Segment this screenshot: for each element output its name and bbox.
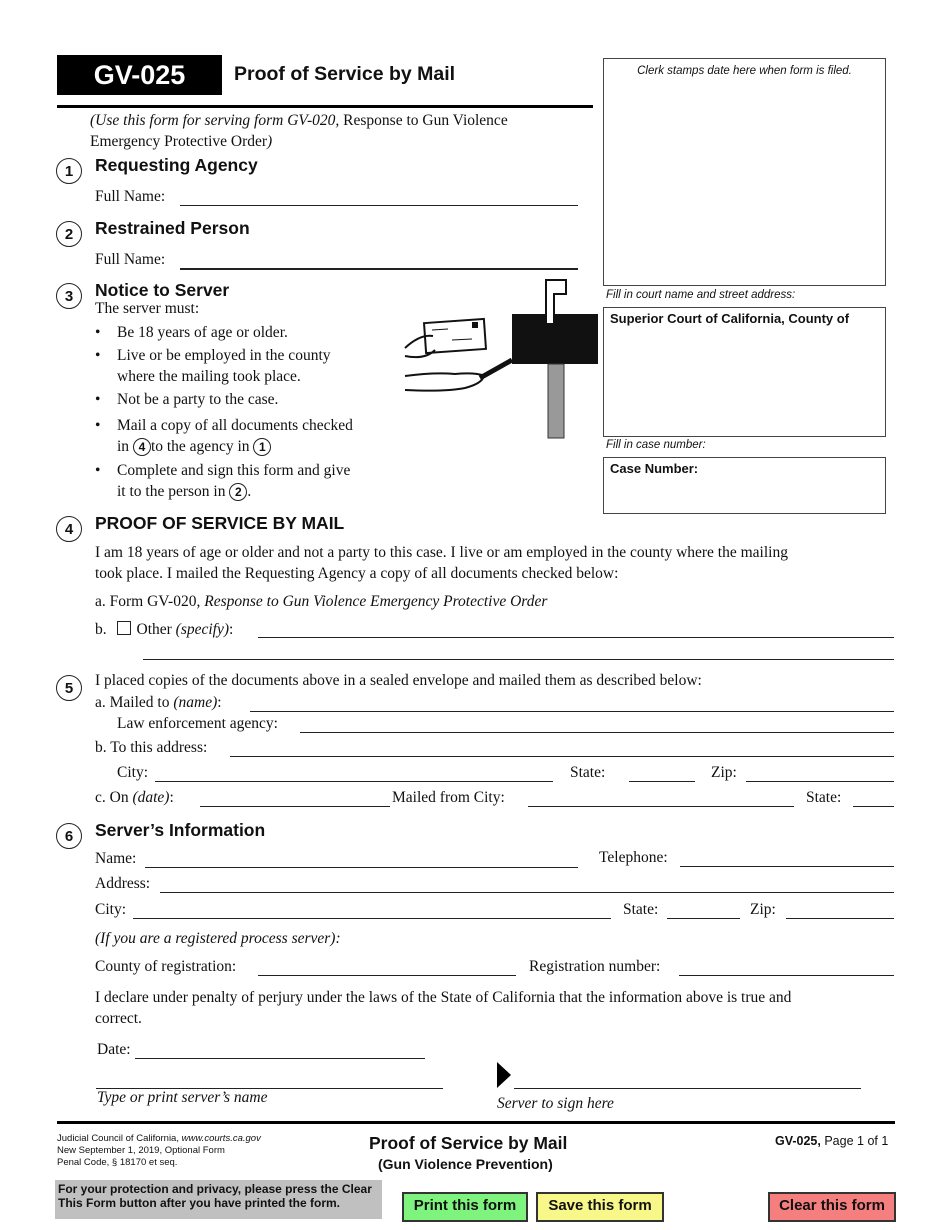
section-2-number: 2 bbox=[56, 221, 82, 247]
declaration-line-1: I declare under penalty of perjury under the laws of the State of California that the information above is true and bbox=[95, 989, 792, 1006]
mailed-to-pre: a. Mailed to bbox=[95, 694, 174, 711]
ref-section-2: 2 bbox=[229, 483, 247, 501]
case-number-field[interactable] bbox=[603, 457, 886, 514]
address-label: b. To this address: bbox=[95, 739, 208, 756]
form-id-badge: GV-025 bbox=[57, 55, 222, 95]
notice-intro: The server must: bbox=[95, 300, 200, 317]
other-specify-input[interactable] bbox=[258, 637, 894, 638]
proof-line-1: I am 18 years of age or older and not a party to this case. I live or am employed in the county where the mailing bbox=[95, 544, 788, 561]
court-hint: Fill in court name and street address: bbox=[606, 289, 796, 301]
other-specify-input-2[interactable] bbox=[143, 659, 894, 660]
document-a-title: Response to Gun Violence Emergency Protective Order bbox=[204, 593, 548, 610]
mailed-to-name: (name) bbox=[173, 694, 218, 711]
notice-bullet-5: Complete and sign this form and give bbox=[117, 462, 351, 479]
agency-name-input[interactable] bbox=[180, 205, 578, 206]
registered-text: (If you are a registered process server): bbox=[95, 930, 341, 947]
server-name-input[interactable] bbox=[145, 867, 578, 868]
print-name-text: Type or print server’s name bbox=[97, 1089, 268, 1106]
notice-bullet-4: Mail a copy of all documents checked bbox=[117, 417, 353, 434]
ref-section-1: 1 bbox=[253, 438, 271, 456]
notice-bullet-2b: where the mailing took place. bbox=[117, 368, 301, 385]
document-a-label: a. Form GV-020, bbox=[95, 593, 205, 610]
ref-section-4: 4 bbox=[133, 438, 151, 456]
document-b-letter: b. bbox=[95, 621, 107, 638]
city-label: City: bbox=[117, 764, 149, 781]
privacy-line-1: For your protection and privacy, please press the Clear bbox=[58, 1182, 372, 1196]
court-name-field[interactable] bbox=[603, 307, 886, 437]
notice-bullet-2: Live or be employed in the county bbox=[117, 347, 331, 364]
case-hint: Fill in case number: bbox=[606, 439, 706, 451]
bullet: • bbox=[95, 391, 101, 408]
intro-form-name-2: Emergency Protective Order bbox=[90, 133, 268, 150]
section-3-title: Notice to Server bbox=[95, 280, 230, 300]
footer-page bbox=[775, 1134, 888, 1148]
restrained-name-input[interactable] bbox=[180, 268, 578, 270]
case-label: Case Number: bbox=[610, 461, 699, 476]
colon: : bbox=[169, 789, 174, 806]
notice-bullet-4b-mid: to the agency in bbox=[150, 438, 250, 455]
state-label: State: bbox=[570, 764, 606, 781]
server-address-input[interactable] bbox=[160, 892, 894, 893]
signature-caption bbox=[497, 1095, 614, 1113]
bullet: • bbox=[95, 347, 101, 364]
agency-label: Law enforcement agency: bbox=[117, 715, 278, 732]
colon: : bbox=[229, 621, 234, 638]
footer-form-id: GV-025, bbox=[775, 1134, 821, 1148]
registered-note bbox=[95, 930, 341, 948]
date-italic: (date) bbox=[132, 789, 170, 806]
section-6-title: Server’s Information bbox=[95, 820, 266, 840]
mailed-from-input[interactable] bbox=[528, 806, 794, 807]
council-name: Judicial Council of California, bbox=[57, 1133, 182, 1144]
notice-bullet-3: Not be a party to the case. bbox=[117, 391, 279, 408]
other-specify: (specify) bbox=[175, 621, 230, 638]
document-b bbox=[95, 621, 233, 639]
server-zip-label: Zip: bbox=[750, 901, 776, 918]
envelope-icon bbox=[424, 319, 486, 353]
registration-number-label: Registration number: bbox=[529, 958, 661, 975]
proof-line-2: took place. I mailed the Requesting Agency a copy of all documents checked below: bbox=[95, 565, 619, 582]
privacy-line-2: This Form button after you have printed the form. bbox=[58, 1196, 341, 1210]
page-number: Page 1 of 1 bbox=[820, 1134, 889, 1148]
section-6-number: 6 bbox=[56, 823, 82, 849]
state-input[interactable] bbox=[629, 781, 695, 782]
intro-pre: (Use this form for serving form GV-020, bbox=[90, 112, 344, 129]
registration-number-input[interactable] bbox=[679, 975, 894, 976]
server-city-input[interactable] bbox=[133, 918, 611, 919]
server-name-label: Name: bbox=[95, 850, 137, 867]
colon: : bbox=[217, 694, 222, 711]
telephone-input[interactable] bbox=[680, 866, 894, 867]
mailed-from-label: Mailed from City: bbox=[392, 789, 505, 806]
section-5-number: 5 bbox=[56, 675, 82, 701]
clerk-label: Clerk stamps date here when form is filed. bbox=[637, 65, 852, 77]
print-button[interactable]: Print this form bbox=[402, 1192, 528, 1222]
footer-subtitle: (Gun Violence Prevention) bbox=[378, 1156, 553, 1172]
section-3-number: 3 bbox=[56, 283, 82, 309]
mailed-state-label: State: bbox=[806, 789, 842, 806]
server-state-input[interactable] bbox=[667, 918, 740, 919]
bullet: • bbox=[95, 462, 101, 479]
date-label bbox=[95, 789, 174, 807]
council-url[interactable]: www.courts.ca.gov bbox=[181, 1133, 261, 1144]
revision-date: New September 1, 2019, Optional Form bbox=[57, 1145, 225, 1156]
other-checkbox[interactable] bbox=[117, 621, 131, 635]
county-registration-label: County of registration: bbox=[95, 958, 237, 975]
header-rule bbox=[57, 105, 593, 108]
server-city-label: City: bbox=[95, 901, 127, 918]
server-zip-input[interactable] bbox=[786, 918, 894, 919]
court-label: Superior Court of California, County of bbox=[610, 311, 850, 326]
mailed-state-input[interactable] bbox=[853, 806, 894, 807]
bullet: • bbox=[95, 417, 101, 434]
footer-source bbox=[57, 1133, 261, 1169]
footer-title: Proof of Service by Mail bbox=[369, 1133, 568, 1153]
restrained-name-label: Full Name: bbox=[95, 251, 166, 268]
sign-arrow-icon bbox=[497, 1062, 511, 1088]
notice-bullet-5b-pre: it to the person in bbox=[117, 483, 226, 500]
server-state-label: State: bbox=[623, 901, 659, 918]
notice-bullet-1: Be 18 years of age or older. bbox=[117, 324, 288, 341]
footer-rule bbox=[57, 1121, 895, 1124]
signature-input[interactable] bbox=[514, 1088, 861, 1089]
notice-bullet-5b-post: . bbox=[247, 483, 252, 500]
declaration bbox=[95, 987, 791, 1029]
section-1-number: 1 bbox=[56, 158, 82, 184]
bullet: • bbox=[95, 324, 101, 341]
signature-text: Server to sign here bbox=[497, 1095, 614, 1112]
clerk-stamp-box bbox=[603, 58, 886, 286]
zip-label: Zip: bbox=[711, 764, 737, 781]
section-4-number: 4 bbox=[56, 516, 82, 542]
notice-bullet-4b-pre: in bbox=[117, 438, 130, 455]
print-name-caption bbox=[97, 1089, 268, 1107]
clear-button[interactable]: Clear this form bbox=[768, 1192, 896, 1222]
server-address-label: Address: bbox=[95, 875, 151, 892]
agency-input[interactable] bbox=[300, 732, 894, 733]
notice-bullets bbox=[95, 322, 353, 502]
sign-date-label: Date: bbox=[97, 1041, 131, 1058]
penal-code: Penal Code, § 18170 et seq. bbox=[57, 1157, 178, 1168]
proof-statement bbox=[95, 542, 788, 584]
form-title: Proof of Service by Mail bbox=[234, 63, 456, 85]
address-input[interactable] bbox=[230, 756, 894, 757]
telephone-label: Telephone: bbox=[599, 849, 668, 866]
mailbox-illustration bbox=[400, 278, 600, 440]
county-registration-input[interactable] bbox=[258, 975, 516, 976]
save-button[interactable]: Save this form bbox=[536, 1192, 664, 1222]
sign-date-input[interactable] bbox=[135, 1058, 425, 1059]
hand-icon bbox=[405, 373, 485, 390]
date-pre: c. On bbox=[95, 789, 133, 806]
section-1-title: Requesting Agency bbox=[95, 155, 258, 175]
privacy-notice bbox=[55, 1180, 382, 1219]
section-4-title: PROOF OF SERVICE BY MAIL bbox=[95, 513, 345, 533]
mailing-intro: I placed copies of the documents above in a sealed envelope and mailed them as described below: bbox=[95, 672, 702, 689]
intro-text bbox=[90, 110, 508, 152]
other-label: Other bbox=[136, 621, 176, 638]
agency-name-label: Full Name: bbox=[95, 188, 166, 205]
declaration-line-2: correct. bbox=[95, 1010, 142, 1027]
city-input[interactable] bbox=[155, 781, 553, 782]
mailed-to-label bbox=[95, 694, 222, 712]
section-2-title: Restrained Person bbox=[95, 218, 250, 238]
mail-date-input[interactable] bbox=[200, 806, 390, 807]
intro-form-name: Response to Gun Violence bbox=[343, 112, 508, 129]
document-a bbox=[95, 593, 547, 611]
intro-close: ) bbox=[267, 133, 273, 150]
zip-input[interactable] bbox=[746, 781, 894, 782]
mailed-to-input[interactable] bbox=[250, 711, 894, 712]
